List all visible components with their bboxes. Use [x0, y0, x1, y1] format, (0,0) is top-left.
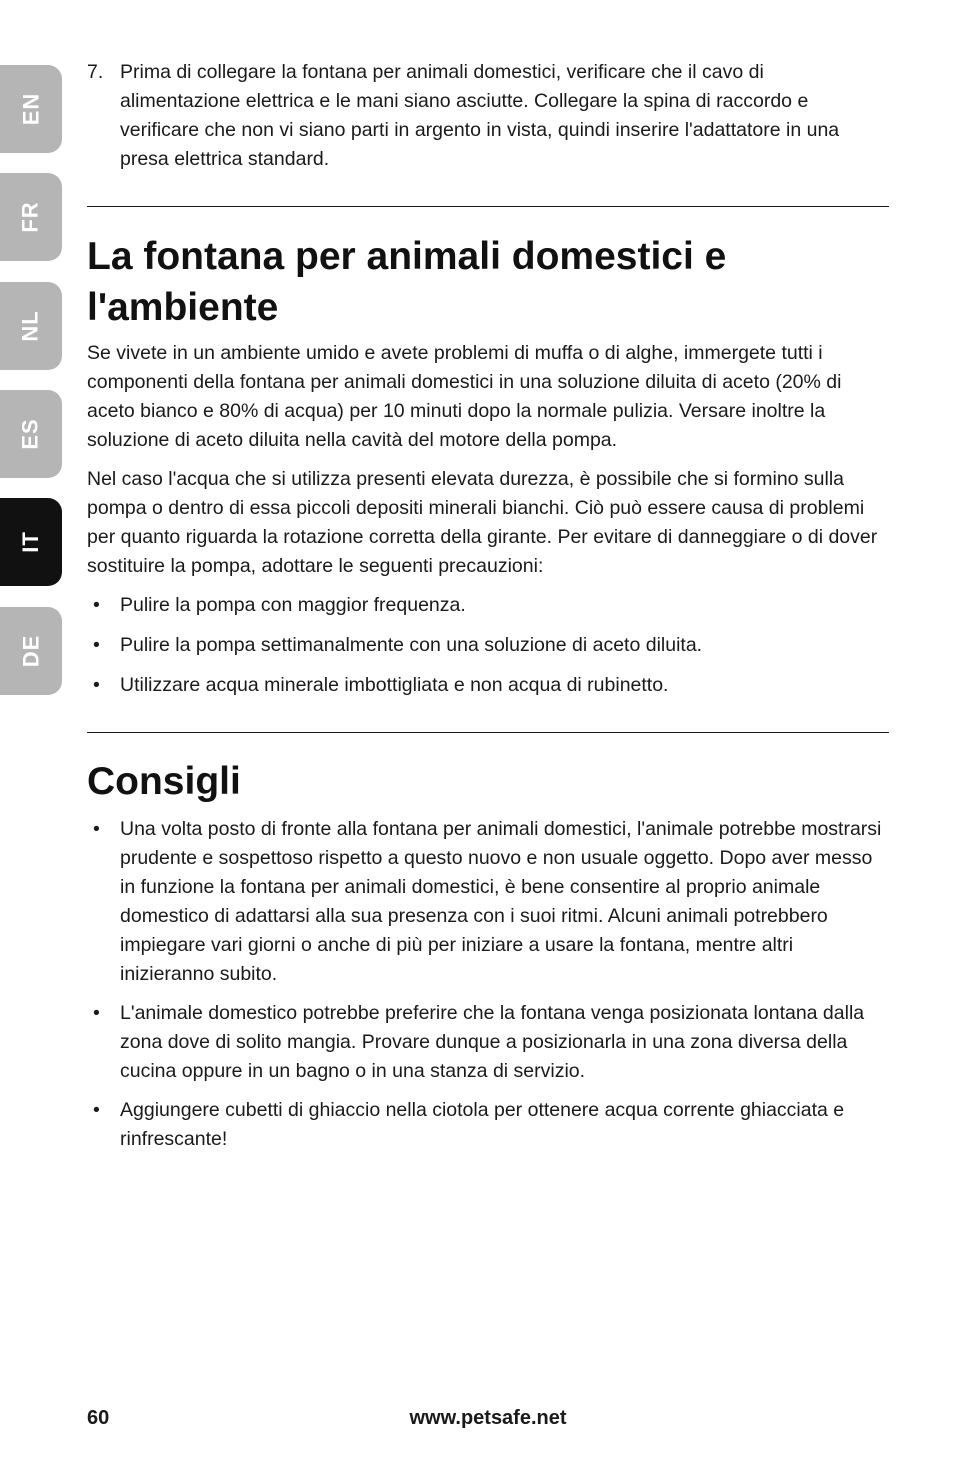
- section-divider: [87, 732, 889, 733]
- tab-it[interactable]: [0, 498, 62, 586]
- list-item: [87, 815, 889, 989]
- list-item: [87, 999, 889, 1086]
- page-footer: [87, 1407, 889, 1437]
- section-title-environment: La fontana per animali domestici e l'ambiente: [87, 235, 727, 329]
- tab-label: IT: [18, 531, 43, 553]
- environment-bullet-list: [87, 591, 889, 700]
- bullet-icon: •: [93, 1002, 100, 1024]
- tab-label: NL: [17, 310, 43, 342]
- section-title-tips: Consigli: [87, 760, 241, 803]
- step-number: 7.: [87, 61, 104, 83]
- list-item-text: Aggiungere cubetti di ghiaccio nella ciotola per ottenere acqua corrente ghiacciata e rinfrescante!: [120, 1099, 845, 1150]
- list-item-text: Una volta posto di fronte alla fontana per animali domestici, l'animale potrebbe mostrarsi prudente e sospettoso rispetto a questo nuovo e non usuale oggetto. Dopo aver messo in funzione la fontana per animali domestici, è bene consentire al proprio animale domestico di adattarsi alla sua presenza con i suoi ritmi. Alcuni animali potrebbero impiegare vari giorni o anche di più per iniziare a usare la fontana, mentre altri inizieranno subito.: [120, 818, 882, 985]
- list-item: [87, 671, 889, 700]
- tab-es[interactable]: [0, 390, 62, 478]
- tab-fr[interactable]: [0, 173, 62, 261]
- tab-de[interactable]: [0, 607, 62, 695]
- list-item: [87, 631, 889, 660]
- tips-bullet-list: [87, 815, 889, 1154]
- list-item-text: Utilizzare acqua minerale imbottigliata e non acqua di rubinetto.: [120, 674, 669, 696]
- tab-label: ES: [17, 418, 43, 450]
- bullet-icon: •: [93, 634, 100, 656]
- page-number: 60: [87, 1407, 110, 1429]
- list-item-text: Pulire la pompa settimanalmente con una soluzione di aceto diluita.: [120, 634, 703, 656]
- tab-label: FR: [17, 201, 43, 233]
- bullet-icon: •: [93, 1099, 100, 1121]
- list-item: [87, 1096, 889, 1154]
- bullet-icon: •: [93, 818, 100, 840]
- environment-paragraph-2: Nel caso l'acqua che si utilizza presenti elevata durezza, è possibile che si formino sulla pompa o dentro di essa piccoli depositi minerali bianchi. Ciò può essere causa di problemi per quanto riguarda la rotazione corretta della girante. Per evitare di danneggiare o di dover sostituire la pompa, adottare le seguenti precauzioni:: [87, 468, 878, 577]
- page-content: [87, 58, 889, 1154]
- tab-label: EN: [18, 92, 43, 126]
- bullet-icon: •: [93, 674, 100, 696]
- step-7: [87, 58, 889, 174]
- tab-en[interactable]: [0, 65, 62, 153]
- step-text: Prima di collegare la fontana per animali domestici, verificare che il cavo di alimentazione elettrica e le mani siano asciutte. Collegare la spina di raccordo e verificare che non vi siano parti in argento in vista, quindi inserire l'adattatore in una presa elettrica standard.: [120, 61, 840, 170]
- tab-nl[interactable]: [0, 282, 62, 370]
- section-divider: [87, 206, 889, 207]
- environment-paragraph-1: Se vivete in un ambiente umido e avete problemi di muffa o di alghe, immergete tutti i componenti della fontana per animali domestici in una soluzione diluita di aceto (20% di aceto bianco e 80% di acqua) per 10 minuti dopo la normale pulizia. Versare inoltre la soluzione di aceto diluita nella cavità del motore della pompa.: [87, 342, 842, 451]
- bullet-icon: •: [93, 594, 100, 616]
- list-item-text: Pulire la pompa con maggior frequenza.: [120, 594, 466, 616]
- tab-label: DE: [18, 634, 43, 668]
- list-item: [87, 591, 889, 620]
- footer-url: www.petsafe.net: [409, 1407, 567, 1429]
- list-item-text: L'animale domestico potrebbe preferire che la fontana venga posizionata lontana dalla zona dove di solito mangia. Provare dunque a posizionarla in una zona diversa della cucina oppure in un bagno o in una stanza di servizio.: [120, 1002, 865, 1082]
